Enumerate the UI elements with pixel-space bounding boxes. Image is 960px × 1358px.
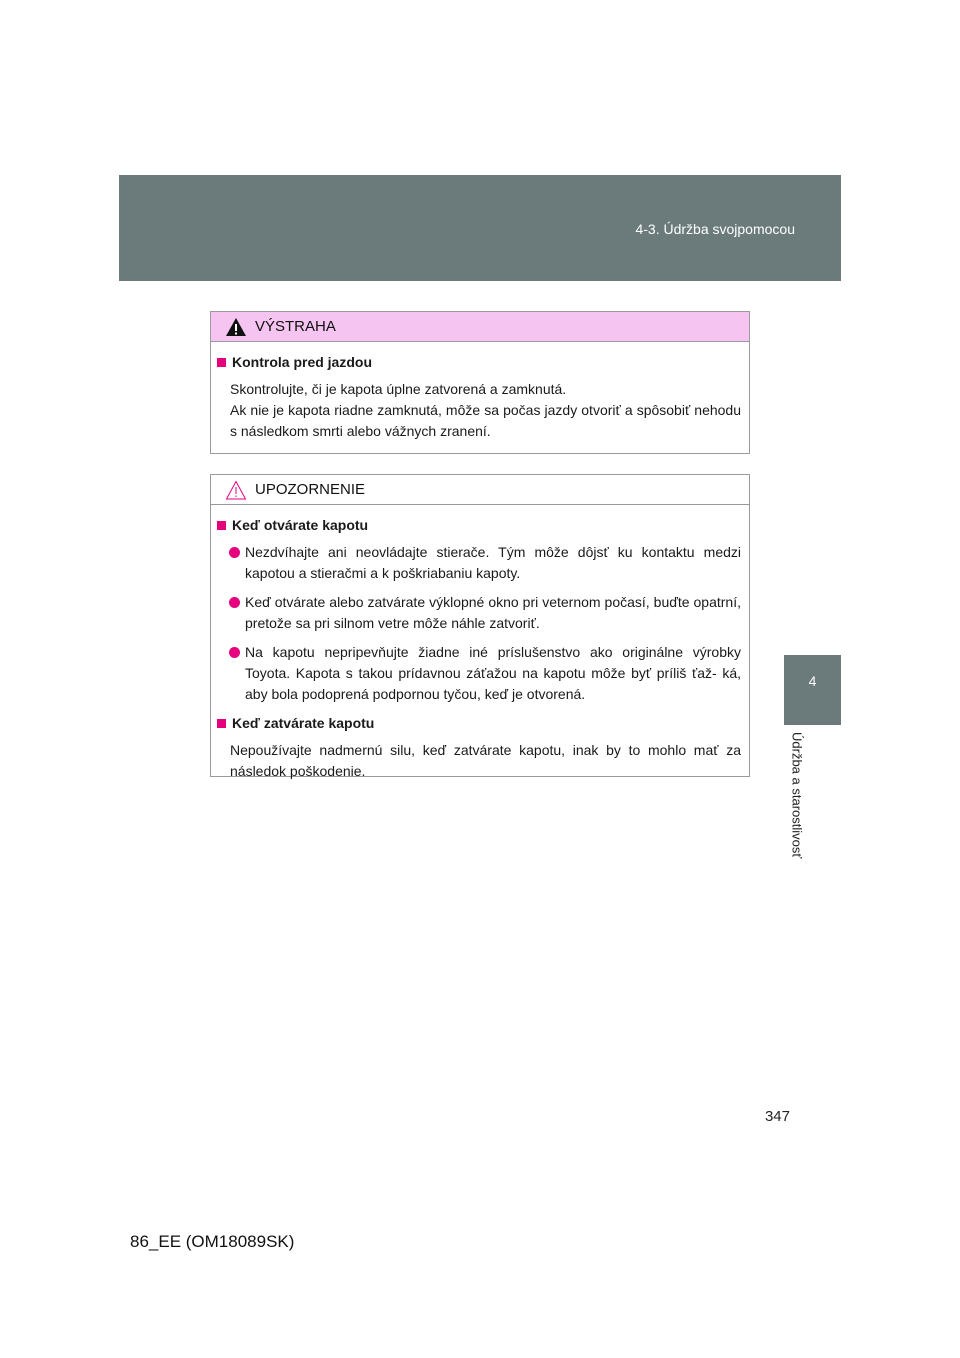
list-item: Keď otvárate alebo zatvárate výklopné okno pri veternom počasí, buďte opatrní, pretože sa pri silnom vetre môže náhle zatvoriť. [217,592,741,634]
square-bullet-icon [217,719,226,728]
warning-icon [225,317,247,337]
dot-bullet-icon [229,547,240,558]
warning-title: VÝSTRAHA [255,318,336,335]
section-title: 4-3. Údržba svojpomocou [635,221,795,237]
page-number: 347 [764,1108,790,1125]
paragraph: Skontrolujte, či je kapota úplne zatvorená a zamknutá. Ak nie je kapota riadne zamknutá, môže sa počas jazdy otvoriť a spôsobiť nehodu s následkom smrti alebo vážnych zranení. [230,381,741,439]
notice-box [210,474,750,777]
chapter-tab [784,655,841,725]
chapter-title: Údržba a starostlivosť [789,732,805,859]
notice-title: UPOZORNENIE [255,481,366,498]
warning-body [211,342,749,442]
section-heading: Keď zatvárate kapotu [217,713,741,734]
chapter-number: 4 [808,673,817,689]
warning-header [211,312,749,342]
paragraph: Nepoužívajte nadmernú silu, keď zatvárate kapotu, inak by to mohlo mať za následok poškodenie. [230,742,741,779]
square-bullet-icon [217,358,226,367]
dot-bullet-icon [229,597,240,608]
notice-body [211,505,749,782]
list-item: Na kapotu nepripevňujte žiadne iné príslušenstvo ako originálne výrobky Toyota. Kapota s takou prídavnou záťažou na kapotu môže byť príliš ťaž- ká, aby bola podoprená podpornou tyčou, keď je otvorená. [217,642,741,705]
notice-header [211,475,749,505]
header-band [119,175,841,281]
footer-code: 86_EE (OM18089SK) [130,1232,295,1251]
section-heading: Keď otvárate kapotu [217,515,741,536]
dot-bullet-icon [229,647,240,658]
chapter-side-label [784,732,810,882]
section-heading: Kontrola pred jazdou [217,352,741,373]
list-item: Nezdvíhajte ani neovládajte stierače. Tým môže dôjsť ku kontaktu medzi kapotou a stieračmi a k poškriabaniu kapoty. [217,542,741,584]
warning-box [210,311,750,454]
caution-icon [225,480,247,500]
square-bullet-icon [217,521,226,530]
